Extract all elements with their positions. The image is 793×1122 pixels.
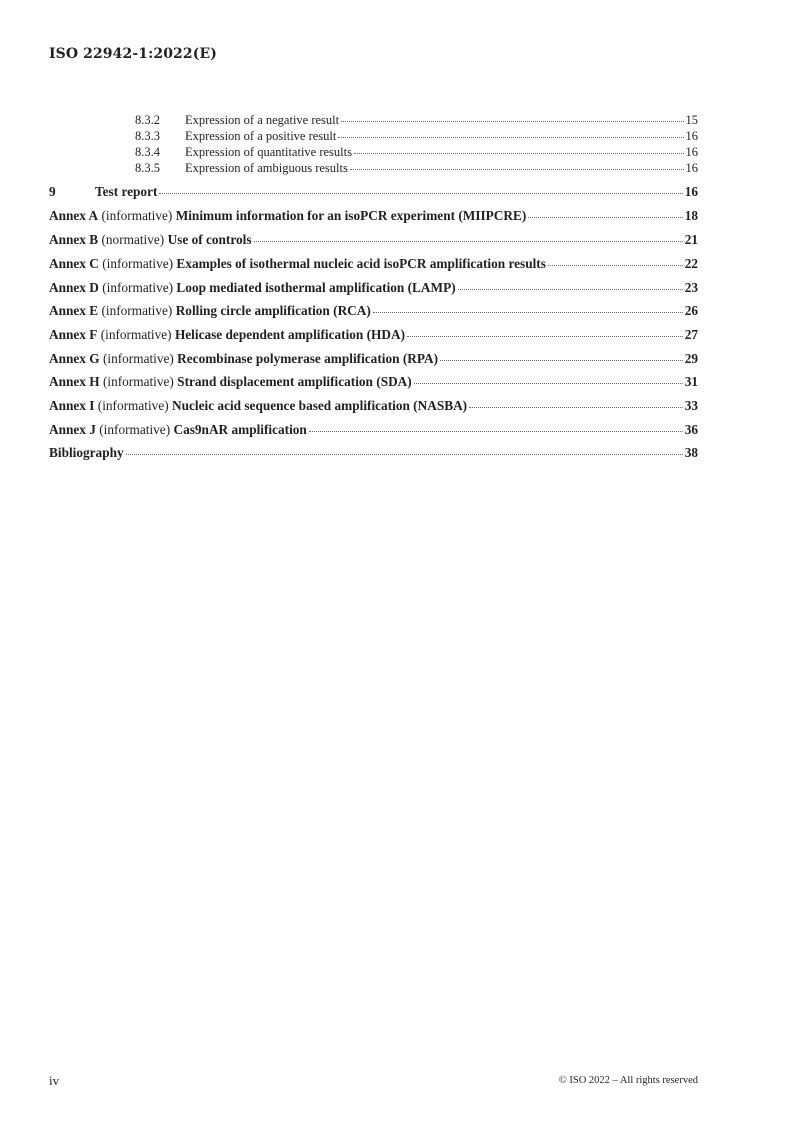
toc-page-number: 33 (684, 398, 698, 413)
toc-page-number: 16 (685, 129, 698, 143)
annex-label: Annex I (49, 398, 95, 413)
toc-title: Bibliography (49, 445, 124, 460)
dot-leader (407, 336, 683, 337)
toc-entry-8-3-4[interactable] (135, 145, 698, 161)
page-numeral: iv (49, 1073, 60, 1088)
dot-leader (354, 153, 684, 154)
annex-label: Annex H (49, 374, 100, 389)
toc-page-number: 22 (684, 256, 698, 271)
toc-entry-annex-c[interactable] (49, 256, 698, 274)
annex-label: Annex D (49, 280, 99, 295)
annex-type: (informative) (98, 208, 176, 223)
toc-page-number: 18 (684, 208, 698, 223)
toc-number: 8.3.5 (135, 161, 160, 175)
toc-entry-annex-a[interactable] (49, 208, 698, 226)
toc-page-number: 16 (685, 145, 698, 159)
toc-entry-annex-b[interactable] (49, 232, 698, 250)
toc-page-number: 31 (684, 374, 698, 389)
annex-type: (informative) (98, 280, 177, 295)
annex-label: Annex A (49, 208, 99, 223)
toc-page-number: 15 (685, 113, 698, 127)
toc-entry-8-3-5[interactable] (135, 161, 698, 177)
toc-title: Recombinase polymerase amplification (RPA) (177, 351, 439, 366)
toc-entry-annex-e[interactable] (49, 303, 698, 321)
dot-leader (440, 360, 683, 361)
toc-number: 8.3.4 (135, 145, 160, 159)
toc-page-number: 23 (684, 280, 698, 295)
toc-title: Test report (95, 184, 158, 199)
toc-number: 8.3.2 (135, 113, 160, 127)
toc-page-number: 21 (684, 232, 698, 247)
annex-label: Annex F (49, 327, 98, 342)
toc-entry-annex-d[interactable] (49, 280, 698, 298)
dot-leader (414, 383, 683, 384)
toc-entry-clause-9[interactable] (49, 184, 698, 202)
toc-number: 8.3.3 (135, 129, 160, 143)
dot-leader (159, 193, 682, 194)
annex-type: (informative) (94, 398, 172, 413)
toc-title: Helicase dependent amplification (HDA) (174, 327, 406, 342)
toc-entry-annex-g[interactable] (49, 351, 698, 369)
toc-title: Use of controls (167, 232, 252, 247)
dot-leader (373, 312, 683, 313)
dot-leader (350, 169, 684, 170)
annex-type: (informative) (98, 303, 176, 318)
toc-page-number: 16 (684, 184, 698, 199)
toc-entry-annex-i[interactable] (49, 398, 698, 416)
toc-page-number: 26 (684, 303, 698, 318)
dot-leader (338, 137, 683, 138)
dot-leader (528, 217, 682, 218)
annex-type: (informative) (98, 256, 177, 271)
toc-entry-annex-f[interactable] (49, 327, 698, 345)
copyright-notice: © ISO 2022 – All rights reserved (558, 1075, 698, 1086)
toc-title: Rolling circle amplification (RCA) (175, 303, 371, 318)
dot-leader (548, 265, 683, 266)
toc-number: 9 (49, 184, 56, 199)
annex-label: Annex B (49, 232, 99, 247)
toc-entry-bibliography[interactable] (49, 445, 698, 463)
annex-type: (informative) (99, 374, 178, 389)
toc-title: Expression of quantitative results (185, 145, 352, 159)
toc-page-number: 16 (685, 161, 698, 175)
dot-leader (469, 407, 683, 408)
toc-page-number: 29 (684, 351, 698, 366)
toc-entry-annex-h[interactable] (49, 374, 698, 392)
toc-entry-8-3-2[interactable] (135, 113, 698, 129)
dot-leader (341, 121, 683, 122)
toc-title: Nucleic acid sequence based amplification (NASBA) (172, 398, 468, 413)
toc-entry-annex-j[interactable] (49, 422, 698, 440)
annex-type: (informative) (97, 327, 175, 342)
toc-title: Expression of ambiguous results (185, 161, 348, 175)
toc-entry-8-3-3[interactable] (135, 129, 698, 145)
document-id: ISO 22942-1:2022(E) (49, 46, 217, 62)
toc-page-number: 38 (684, 445, 698, 460)
annex-label: Annex E (49, 303, 99, 318)
annex-type: (normative) (98, 232, 168, 247)
annex-label: Annex C (49, 256, 99, 271)
toc-page-number: 27 (684, 327, 698, 342)
toc-title: Expression of a positive result (185, 129, 337, 143)
dot-leader (254, 241, 683, 242)
annex-label: Annex G (49, 351, 100, 366)
dot-leader (458, 289, 683, 290)
toc-title: Cas9nAR amplification (173, 422, 307, 437)
dot-leader (126, 454, 683, 455)
annex-label: Annex J (49, 422, 96, 437)
toc-title: Minimum information for an isoPCR experiment (MIIPCRE) (175, 208, 527, 223)
toc-title: Expression of a negative result (185, 113, 340, 127)
toc-page-number: 36 (684, 422, 698, 437)
toc-title: Strand displacement amplification (SDA) (177, 374, 412, 389)
annex-type: (informative) (95, 422, 174, 437)
dot-leader (309, 431, 683, 432)
annex-type: (informative) (99, 351, 178, 366)
toc-title: Examples of isothermal nucleic acid isoPCR amplification results (176, 256, 546, 271)
toc-title: Loop mediated isothermal amplification (LAMP) (176, 280, 456, 295)
